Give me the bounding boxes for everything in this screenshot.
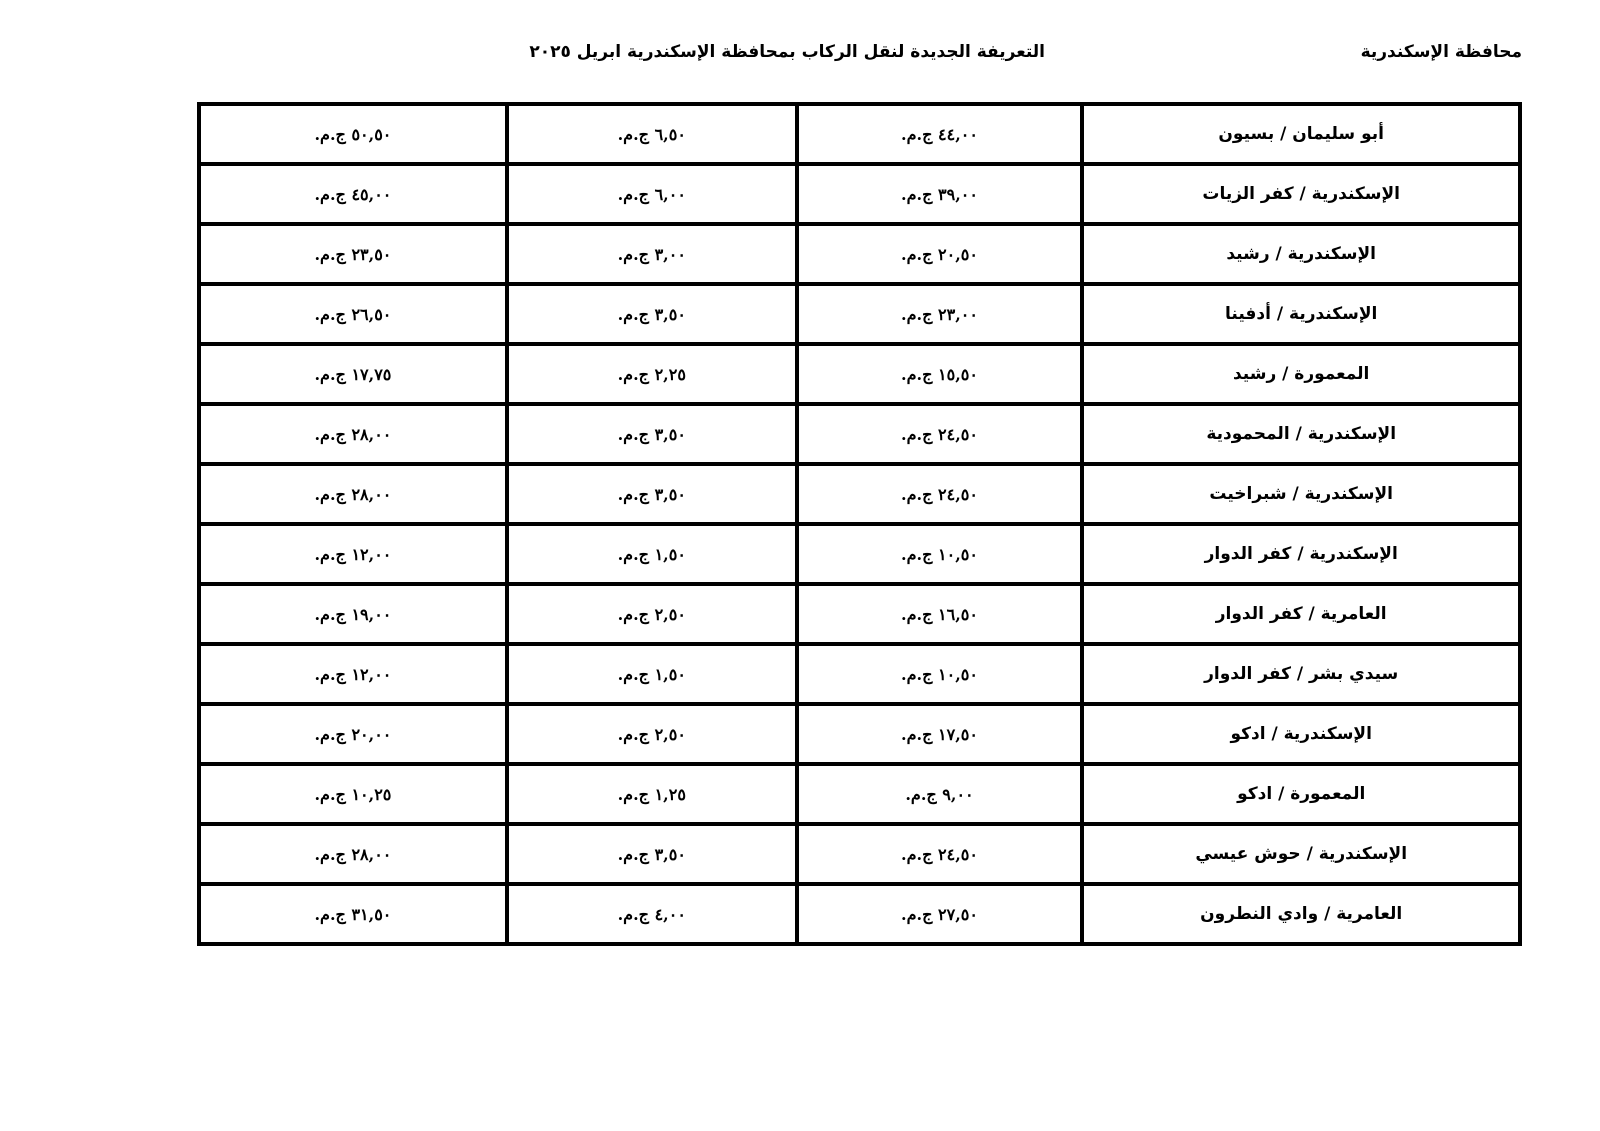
- fare-cell-2: ٢,٥٠ ج.م.: [507, 584, 797, 644]
- document-title: التعريفة الجديدة لنقل الركاب بمحافظة الإسكندرية ابريل ٢٠٢٥: [529, 42, 1045, 62]
- fare-cell-1: ١٠,٥٠ ج.م.: [797, 524, 1083, 584]
- table-row: [199, 284, 1520, 344]
- fare-cell-3: ١٩,٠٠ ج.م.: [199, 584, 507, 644]
- fare-cell-3: ١٢,٠٠ ج.م.: [199, 524, 507, 584]
- table-row: [199, 104, 1520, 164]
- table-row: [199, 644, 1520, 704]
- table-row: [199, 704, 1520, 764]
- route-cell: سيدي بشر / كفر الدوار: [1082, 644, 1520, 704]
- route-cell: العامرية / كفر الدوار: [1082, 584, 1520, 644]
- fare-cell-3: ٤٥,٠٠ ج.م.: [199, 164, 507, 224]
- fare-cell-1: ٤٤,٠٠ ج.م.: [797, 104, 1083, 164]
- table-row: [199, 344, 1520, 404]
- table-row: [199, 824, 1520, 884]
- route-cell: الإسكندرية / ادكو: [1082, 704, 1520, 764]
- route-cell: الإسكندرية / حوش عيسي: [1082, 824, 1520, 884]
- route-cell: الإسكندرية / المحمودية: [1082, 404, 1520, 464]
- fare-cell-3: ٢٠,٠٠ ج.م.: [199, 704, 507, 764]
- fare-cell-2: ٣,٥٠ ج.م.: [507, 824, 797, 884]
- fare-cell-1: ٢٣,٠٠ ج.م.: [797, 284, 1083, 344]
- table-row: [199, 404, 1520, 464]
- table-row: [199, 884, 1520, 944]
- fare-cell-1: ٣٩,٠٠ ج.م.: [797, 164, 1083, 224]
- fare-cell-3: ٢٦,٥٠ ج.م.: [199, 284, 507, 344]
- fare-cell-2: ١,٥٠ ج.م.: [507, 644, 797, 704]
- route-cell: الإسكندرية / شبراخيت: [1082, 464, 1520, 524]
- route-cell: المعمورة / ادكو: [1082, 764, 1520, 824]
- fare-cell-2: ٣,٥٠ ج.م.: [507, 404, 797, 464]
- fare-cell-2: ٣,٥٠ ج.م.: [507, 464, 797, 524]
- fare-cell-3: ٢٨,٠٠ ج.م.: [199, 464, 507, 524]
- fare-table: [197, 102, 1522, 946]
- fare-cell-2: ١,٢٥ ج.م.: [507, 764, 797, 824]
- table-row: [199, 584, 1520, 644]
- fare-cell-3: ٥٠,٥٠ ج.م.: [199, 104, 507, 164]
- fare-cell-3: ١٢,٠٠ ج.م.: [199, 644, 507, 704]
- route-cell: الإسكندرية / كفر الزيات: [1082, 164, 1520, 224]
- fare-cell-1: ٩,٠٠ ج.م.: [797, 764, 1083, 824]
- fare-cell-2: ٣,٥٠ ج.م.: [507, 284, 797, 344]
- fare-cell-2: ١,٥٠ ج.م.: [507, 524, 797, 584]
- table-row: [199, 224, 1520, 284]
- governorate-label: محافظة الإسكندرية: [1360, 42, 1522, 62]
- route-cell: أبو سليمان / بسيون: [1082, 104, 1520, 164]
- route-cell: العامرية / وادي النطرون: [1082, 884, 1520, 944]
- fare-cell-1: ٢٠,٥٠ ج.م.: [797, 224, 1083, 284]
- fare-cell-1: ٢٤,٥٠ ج.م.: [797, 464, 1083, 524]
- route-cell: المعمورة / رشيد: [1082, 344, 1520, 404]
- fare-cell-1: ٢٤,٥٠ ج.م.: [797, 824, 1083, 884]
- fare-cell-1: ١٠,٥٠ ج.م.: [797, 644, 1083, 704]
- table-row: [199, 524, 1520, 584]
- fare-cell-1: ١٧,٥٠ ج.م.: [797, 704, 1083, 764]
- fare-table-body: [199, 104, 1520, 944]
- fare-cell-2: ٢,٢٥ ج.م.: [507, 344, 797, 404]
- fare-cell-2: ٦,٥٠ ج.م.: [507, 104, 797, 164]
- fare-cell-1: ٢٧,٥٠ ج.م.: [797, 884, 1083, 944]
- fare-cell-2: ٤,٠٠ ج.م.: [507, 884, 797, 944]
- table-row: [199, 464, 1520, 524]
- table-row: [199, 764, 1520, 824]
- fare-cell-3: ٢٨,٠٠ ج.م.: [199, 824, 507, 884]
- table-row: [199, 164, 1520, 224]
- fare-cell-3: ٢٣,٥٠ ج.م.: [199, 224, 507, 284]
- fare-cell-3: ١٠,٢٥ ج.م.: [199, 764, 507, 824]
- fare-cell-1: ٢٤,٥٠ ج.م.: [797, 404, 1083, 464]
- fare-cell-3: ٢٨,٠٠ ج.م.: [199, 404, 507, 464]
- route-cell: الإسكندرية / أدفينا: [1082, 284, 1520, 344]
- fare-cell-2: ٦,٠٠ ج.م.: [507, 164, 797, 224]
- fare-cell-2: ٣,٠٠ ج.م.: [507, 224, 797, 284]
- fare-cell-2: ٢,٥٠ ج.م.: [507, 704, 797, 764]
- route-cell: الإسكندرية / رشيد: [1082, 224, 1520, 284]
- route-cell: الإسكندرية / كفر الدوار: [1082, 524, 1520, 584]
- fare-cell-1: ١٦,٥٠ ج.م.: [797, 584, 1083, 644]
- fare-cell-3: ١٧,٧٥ ج.م.: [199, 344, 507, 404]
- fare-cell-3: ٣١,٥٠ ج.م.: [199, 884, 507, 944]
- fare-cell-1: ١٥,٥٠ ج.م.: [797, 344, 1083, 404]
